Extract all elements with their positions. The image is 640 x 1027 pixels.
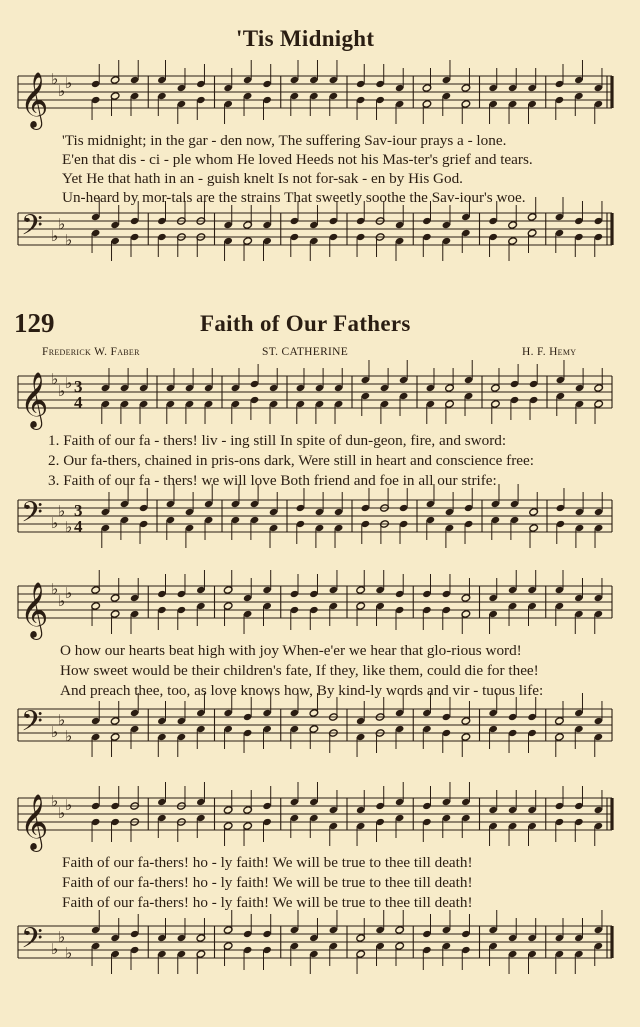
refrain-bass-staff [0,918,640,988]
refrain-treble-staff [0,790,640,860]
hymn-composer: H. F. Hemy [522,346,577,358]
staff-lines [18,709,612,741]
time-signature: 4 [74,393,83,412]
refrain-line: Faith of our fa-thers! ho - ly faith! We will be true to thee till death! [62,854,473,871]
verse-line: 3. Faith of our fa - thers! we will love Both friend and foe in all our strife: [48,472,497,489]
flat-icon: ♭ [51,227,59,245]
verse-line: 1. Faith of our fa - thers! liv - ing still In spite of dun-geon, fire, and sword: [48,432,507,449]
refrain-line: Faith of our fa-thers! ho - ly faith! We will be true to thee till death! [62,874,473,891]
time-signature: 3 [74,377,83,396]
bass-clef-icon: 𝄢 [21,705,43,745]
flat-icon: ♭ [58,711,66,729]
flat-icon: ♭ [65,74,73,92]
time-signature: 4 [74,517,83,536]
flat-icon: ♭ [58,82,66,100]
flat-icon: ♭ [65,231,73,249]
refrain-line: Faith of our fa-thers! ho - ly faith! We will be true to thee till death! [62,894,473,911]
flat-icon: ♭ [65,518,73,536]
flat-icon: ♭ [51,70,59,88]
flat-icon: ♭ [51,370,59,388]
treble-clef-icon: 𝄞 [20,582,49,638]
staff-lines [18,586,612,618]
flat-icon: ♭ [51,514,59,532]
flat-icon: ♭ [65,796,73,814]
time-signature: 3 [74,501,83,520]
bass-clef-icon: 𝄢 [21,496,43,536]
flat-icon: ♭ [58,502,66,520]
verse-line: 2. Our fa-thers, chained in pris-ons dark, Were still in heart and conscience free: [48,452,534,469]
hymn-tune: ST. CATHERINE [262,346,349,358]
flat-icon: ♭ [58,215,66,233]
flat-icon: ♭ [65,727,73,745]
treble-clef-icon: 𝄞 [20,72,49,128]
verse-line: How sweet would be their children's fate, If they, like them, could die for thee! [60,662,539,679]
system2-bass-staff [0,701,640,771]
prev-verse-line: E'en that dis - ci - ple whom He loved Heeds not his Mas-ter's grief and tears. [62,151,533,168]
prev-verse-line: 'Tis midnight; in the gar - den now, The suffering Sav-iour prays a - lone. [62,132,507,149]
prev-verse-line: Un-heard by mor-tals are the strains That sweetly soothe the Sav-iour's woe. [62,189,526,206]
flat-icon: ♭ [65,584,73,602]
flat-icon: ♭ [51,723,59,741]
flat-icon: ♭ [51,580,59,598]
flat-icon: ♭ [65,944,73,962]
system1-treble-staff [0,368,640,438]
hymn-author: Frederick W. Faber [42,346,140,358]
bass-clef-icon: 𝄢 [21,209,43,249]
hymn-number: 129 [14,308,55,338]
system1-bass-staff [0,492,640,562]
bass-clef-icon: 𝄢 [21,922,43,962]
flat-icon: ♭ [58,928,66,946]
treble-clef-icon: 𝄞 [20,794,49,850]
treble-clef-icon: 𝄞 [20,372,49,428]
prev-bass-staff [0,205,640,275]
hymn-title: Faith of Our Fathers [200,311,411,336]
flat-icon: ♭ [58,592,66,610]
verse-line: O how our hearts beat high with joy When-e'er we hear that glo-rious word! [60,642,522,659]
prev-hymn-title: 'Tis Midnight [236,26,375,51]
flat-icon: ♭ [51,940,59,958]
flat-icon: ♭ [51,792,59,810]
flat-icon: ♭ [58,382,66,400]
flat-icon: ♭ [65,374,73,392]
verse-line: And preach thee, too, as love knows how, By kind-ly words and vir - tuous life: [60,682,544,699]
prev-treble-staff [0,68,640,138]
system2-treble-staff [0,578,640,648]
prev-verse-line: Yet He that hath in an - guish knelt Is not for-sak - en by His God. [62,170,463,187]
flat-icon: ♭ [58,804,66,822]
